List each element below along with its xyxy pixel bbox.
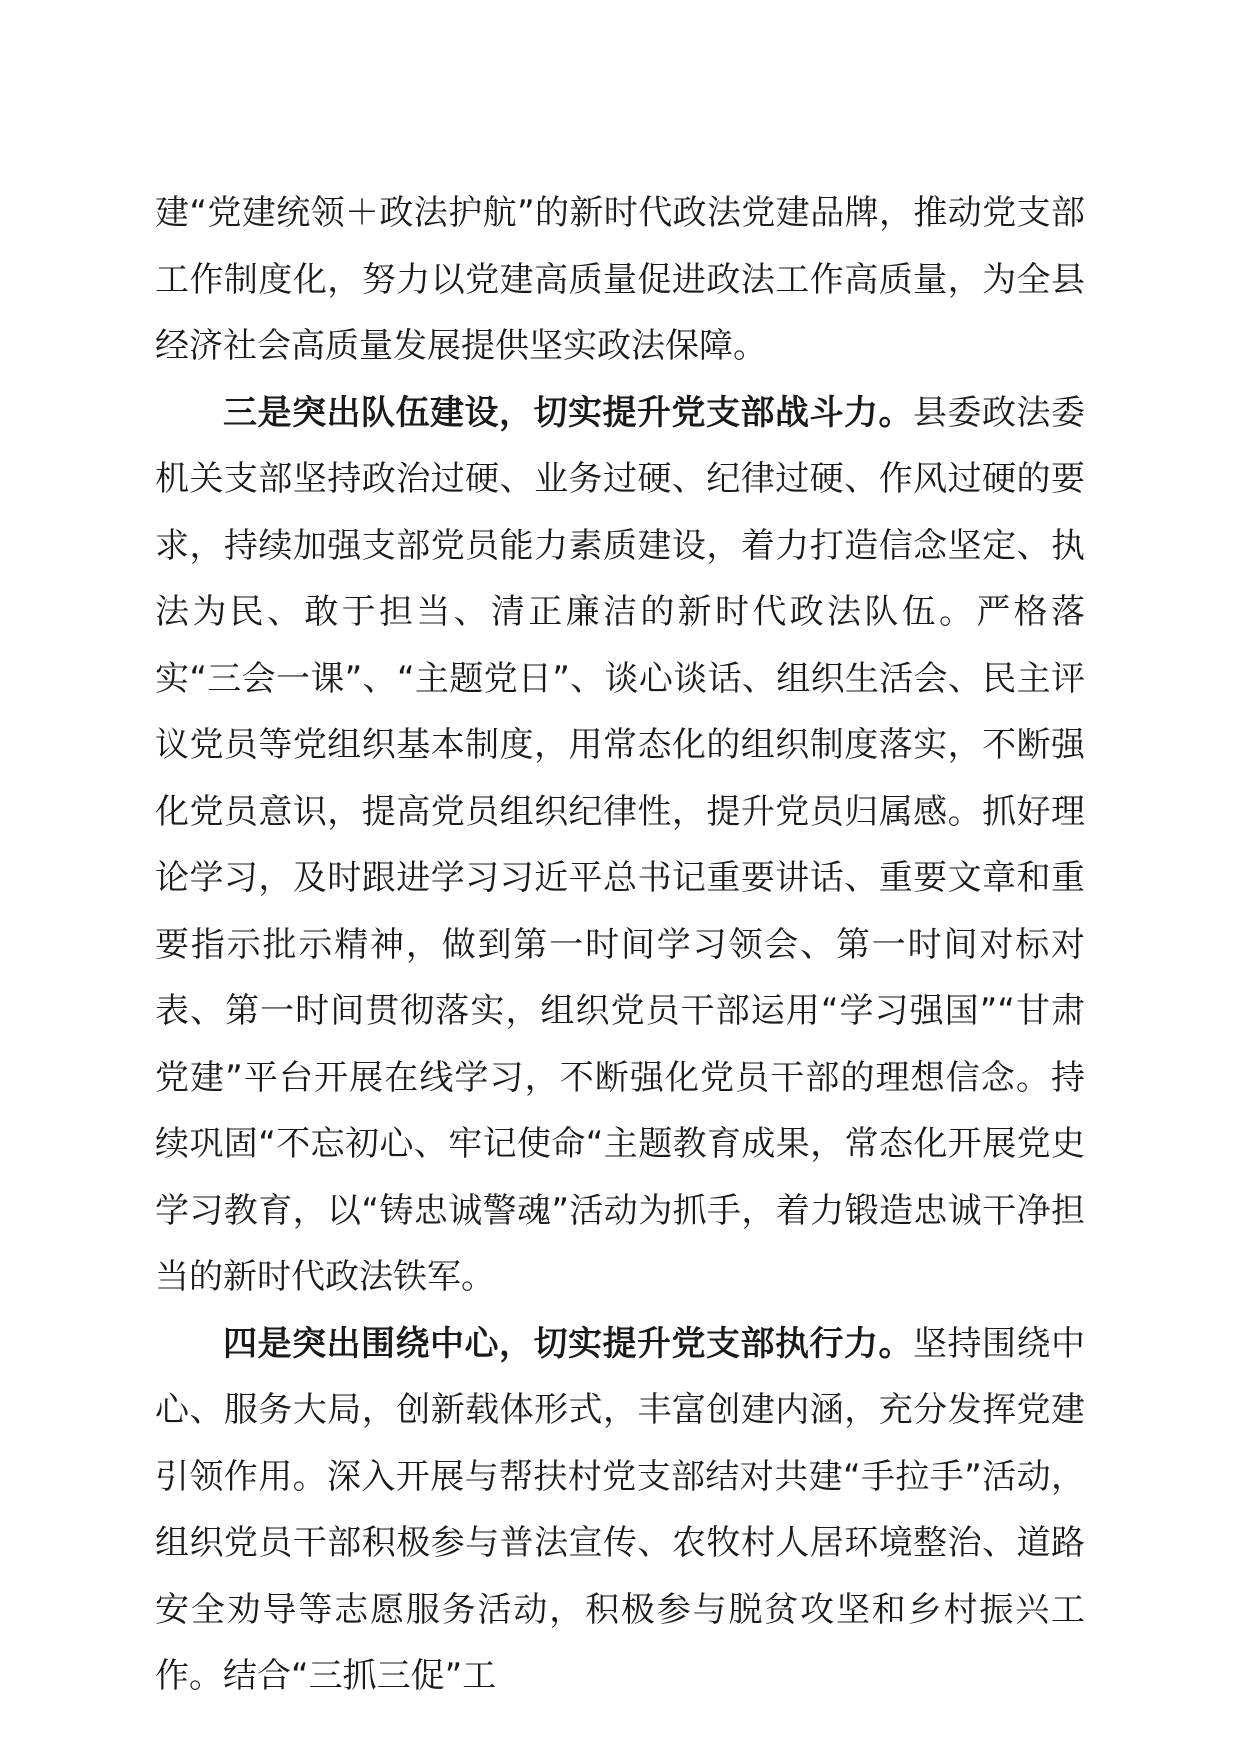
paragraph-continuation [155, 180, 1085, 380]
paragraph-lead-heading: 三是突出队伍建设，切实提升党支部战斗力。 [223, 392, 913, 433]
paragraph-team-building [155, 380, 1085, 1311]
document-body [155, 180, 1085, 1710]
paragraph-text: 县委政法委机关支部坚持政治过硬、业务过硬、纪律过硬、作风过硬的要求，持续加强支部党员能力素质建设，着力打造信念坚定、执法为民、敢于担当、清正廉洁的新时代政法队伍。严格落实“三会一课”、“主题党日”、谈心谈话、组织生活会、民主评议党员等党组织基本制度，用常态化的组织制度落实，不断强化党员意识，提高党员组织纪律性，提升党员归属感。抓好理论学习，及时跟进学习习近平总书记重要讲话、重要文章和重要指示批示精神，做到第一时间学习领会、第一时间对标对表、第一时间贯彻落实，组织党员干部运用“学习强国”“甘肃党建”平台开展在线学习，不断强化党员干部的理想信念。持续巩固“不忘初心、牢记使命“主题教育成果，常态化开展党史学习教育，以“铸忠诚警魂”活动为抓手，着力锻造忠诚干净担当的新时代政法铁军。 [155, 392, 1085, 1297]
paragraph-lead-heading: 四是突出围绕中心，切实提升党支部执行力。 [223, 1323, 913, 1364]
paragraph-text: 坚持围绕中心、服务大局，创新载体形式，丰富创建内涵，充分发挥党建引领作用。深入开展与帮扶村党支部结对共建“手拉手”活动，组织党员干部积极参与普法宣传、农牧村人居环境整治、道路安全劝导等志愿服务活动，积极参与脱贫攻坚和乡村振兴工作。结合“三抓三促”工 [155, 1323, 1085, 1696]
paragraph-center-focus [155, 1311, 1085, 1710]
paragraph-text: 建“党建统领＋政法护航”的新时代政法党建品牌，推动党支部工作制度化，努力以党建高质量促进政法工作高质量，为全县经济社会高质量发展提供坚实政法保障。 [155, 193, 1085, 366]
